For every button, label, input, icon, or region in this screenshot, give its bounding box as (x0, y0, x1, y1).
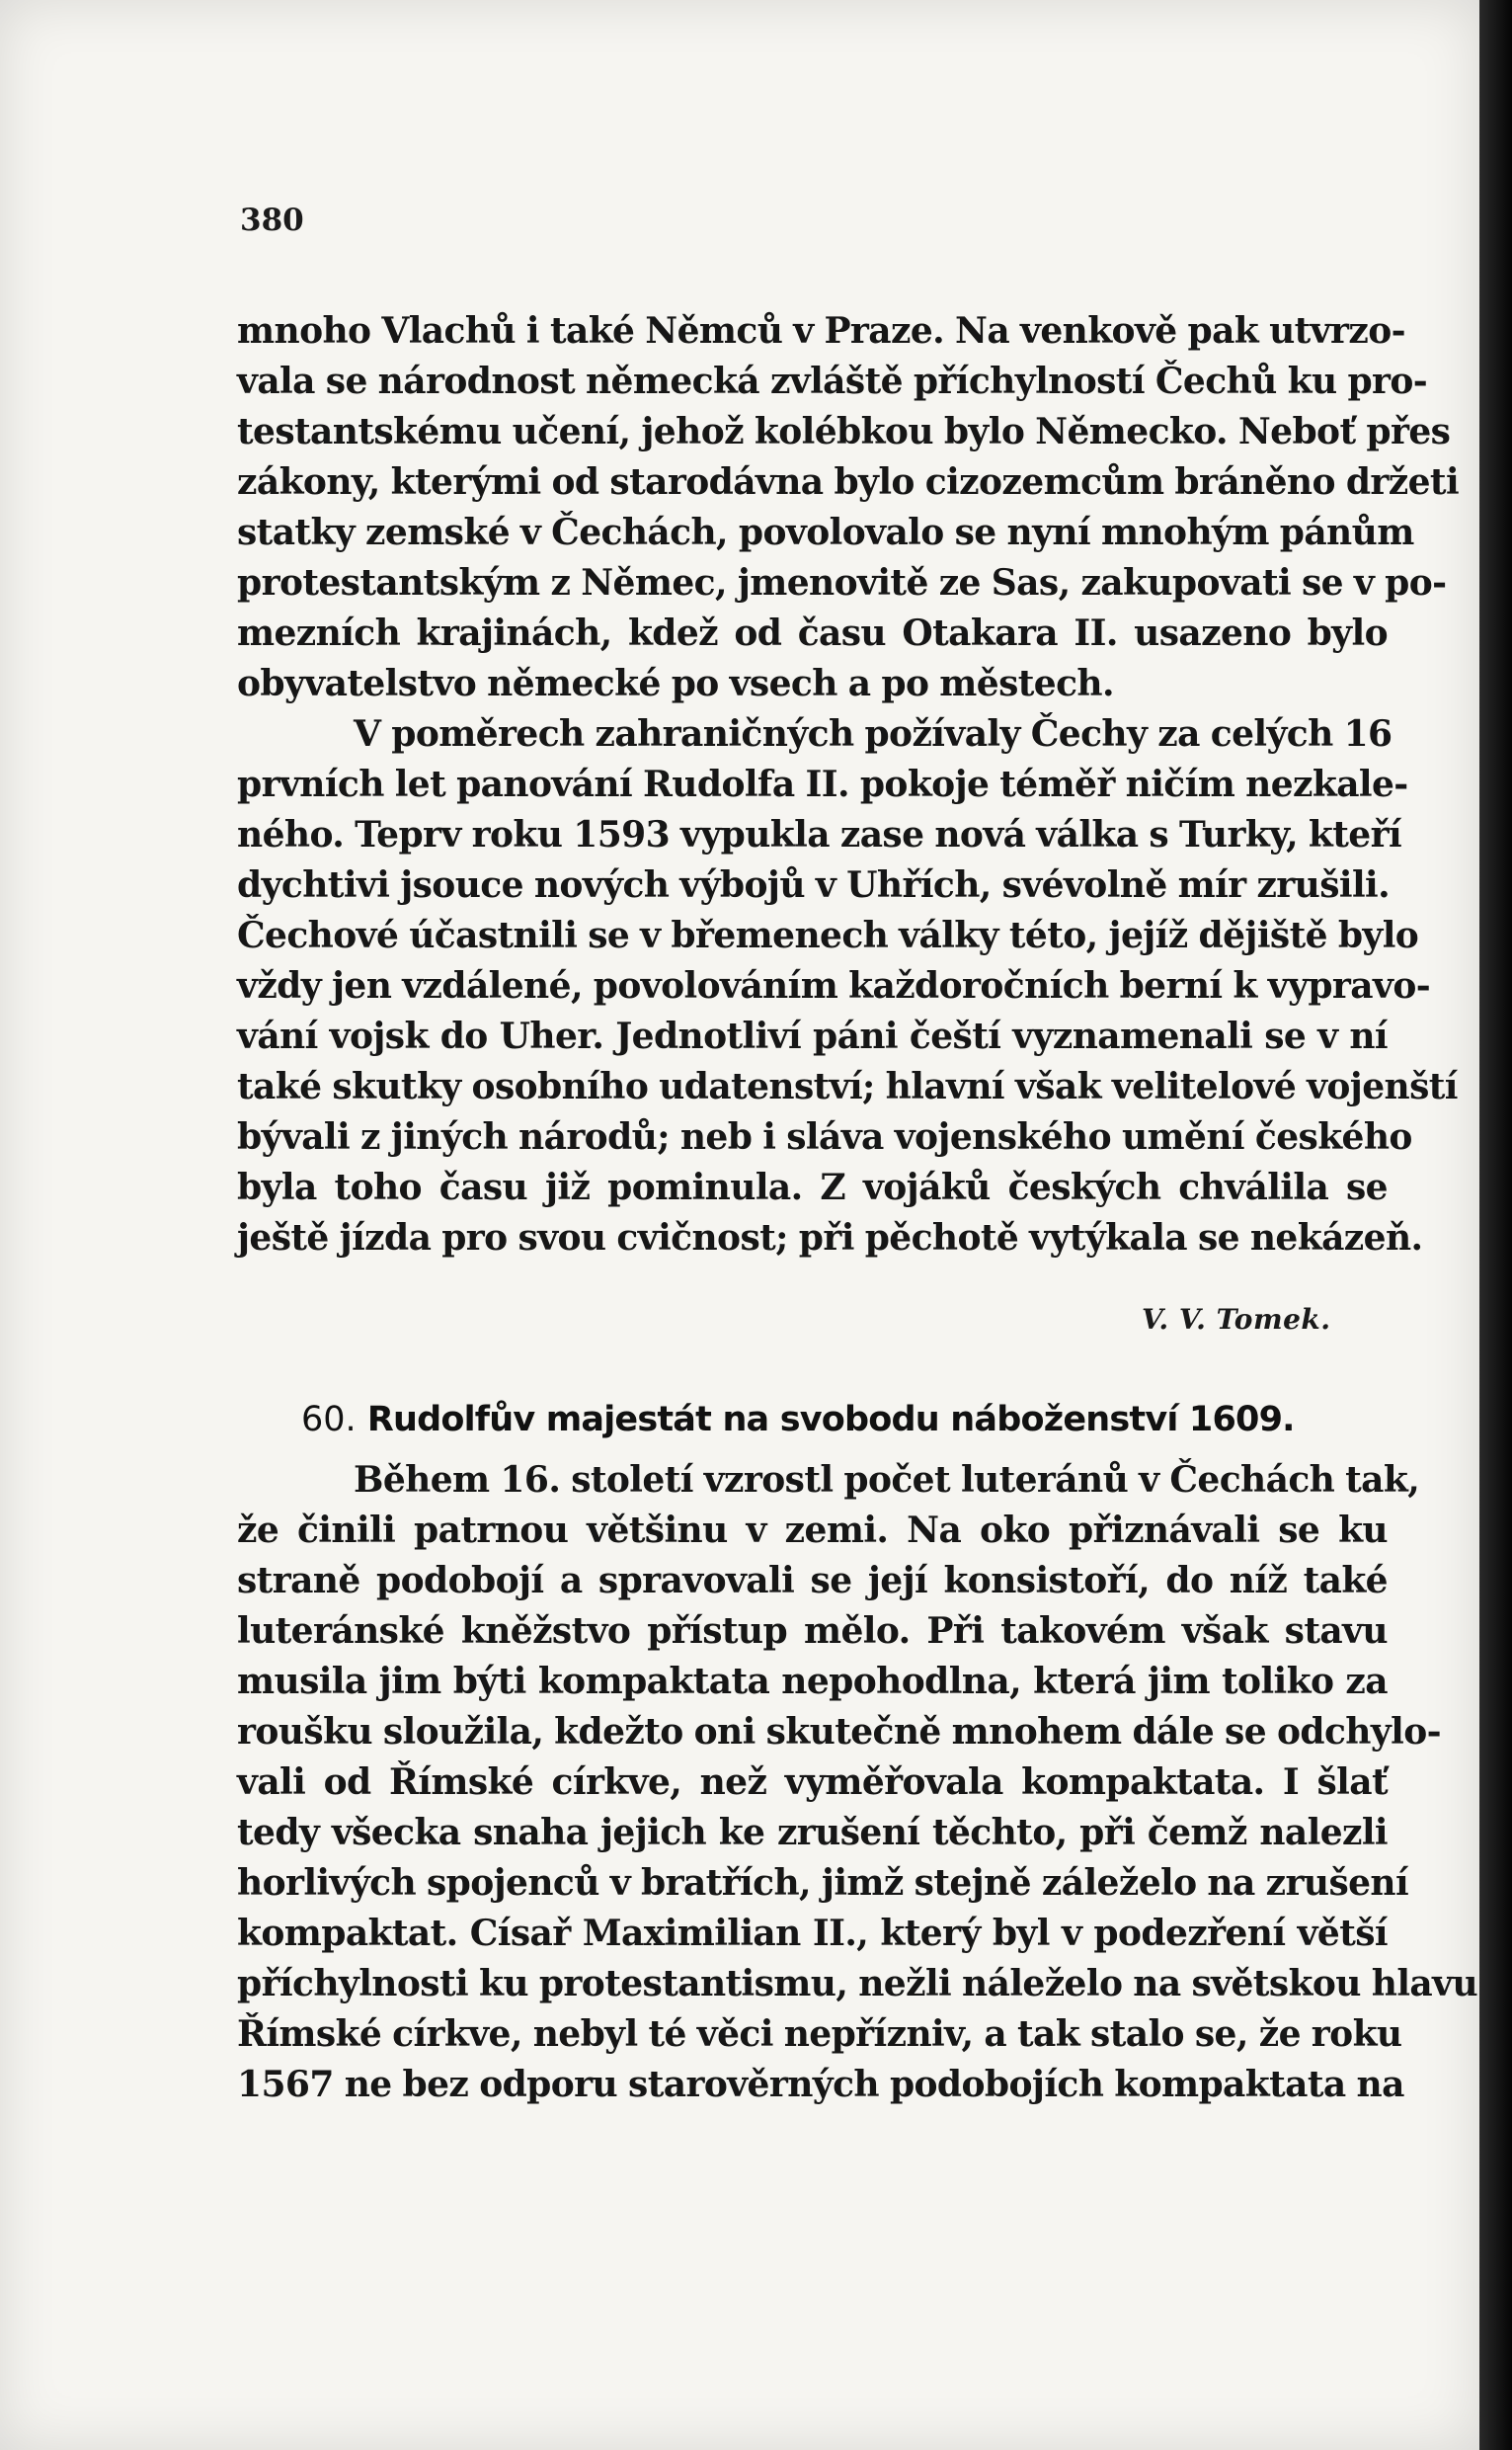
text-line: musila jim býti kompaktata nepohodlna, která jim toliko za (237, 1661, 1388, 1702)
section-title: Rudolfův majestát na svobodu náboženství 1609. (366, 1400, 1295, 1439)
text-line: zákony, kterými od starodávna bylo cizozemcům bráněno držeti (237, 461, 1460, 503)
scan-edge (1479, 0, 1512, 2450)
text-line: 1567 ne bez odporu starověrných podobojích kompaktata na (237, 2064, 1404, 2105)
text-line: V poměrech zahraničných požívaly Čechy za celých 16 (354, 713, 1393, 755)
text-line: kompaktat. Císař Maximilian II., který byl v podezření větší (237, 1913, 1388, 1954)
section-2-text (237, 1455, 1478, 2110)
section-number: 60. (301, 1400, 357, 1439)
text-line: obyvatelstvo německé po vsech a po městech. (237, 663, 1114, 704)
text-line: ného. Teprv roku 1593 vypukla zase nová válka s Turky, kteří (237, 814, 1402, 856)
text-line: že činili patrnou většinu v zemi. Na oko přiznávali se ku (237, 1510, 1388, 1551)
author-signature: V. V. Tomek. (1142, 1303, 1331, 1336)
text-line: bývali z jiných národů; neb i sláva vojenského umění českého (237, 1116, 1412, 1158)
section-heading (301, 1400, 1388, 1439)
text-line: statky zemské v Čechách, povolovalo se nyní mnohým pánům (237, 512, 1414, 553)
text-line: testantskému učení, jehož kolébkou bylo Německo. Neboť přes (237, 411, 1451, 452)
text-line: vali od Římské církve, než vyměřovala kompaktata. I šlať (237, 1761, 1388, 1803)
text-line: tedy všecka snaha jejich ke zrušení těchto, při čemž nalezli (237, 1812, 1388, 1853)
text-line: vání vojsk do Uher. Jednotliví páni čeští vyznamenali se v ní (237, 1016, 1388, 1057)
text-line: Římské církve, nebyl té věci nepřízniv, a tak stalo se, že roku (237, 2013, 1402, 2055)
text-line: roušku sloužila, kdežto oni skutečně mnohem dále se odchylo- (237, 1711, 1441, 1753)
text-line: Během 16. století vzrostl počet luteránů v Čechách tak, (354, 1459, 1420, 1501)
text-line: horlivých spojenců v bratřích, jimž stejně záleželo na zrušení (237, 1862, 1409, 1904)
text-line: byla toho času již pominula. Z vojáků českých chválila se (237, 1167, 1388, 1208)
text-line: prvních let panování Rudolfa II. pokoje téměř ničím nezkale- (237, 764, 1408, 805)
text-line: vala se národnost německá zvláště příchylností Čechů ku pro- (237, 361, 1428, 402)
text-line: luteránské kněžstvo přístup mělo. Při takovém však stavu (237, 1610, 1388, 1652)
text-line: příchylnosti ku protestantismu, nežli náleželo na světskou hlavu (237, 1963, 1478, 2004)
page-number: 380 (240, 203, 304, 238)
text-line: Čechové účastnili se v břemenech války této, jejíž dějiště bylo (237, 915, 1419, 956)
text-line: také skutky osobního udatenství; hlavní však velitelové vojenští (237, 1066, 1458, 1107)
text-line: mezních krajinách, kdež od času Otakara II. usazeno bylo (237, 612, 1388, 654)
text-line: vždy jen vzdálené, povolováním každoročních berní k vypravo- (237, 965, 1431, 1007)
text-line: mnoho Vlachů i také Němců v Praze. Na venkově pak utvrzo- (237, 310, 1405, 352)
text-line: dychtivi jsouce nových výbojů v Uhřích, svévolně mír zrušili. (237, 864, 1391, 906)
text-line: straně podobojí a spravovali se její konsistoří, do níž také (237, 1560, 1388, 1601)
section-1-text (237, 306, 1460, 1264)
text-line: ještě jízda pro svou cvičnost; při pěchotě vytýkala se nekázeň. (237, 1217, 1423, 1259)
text-line: protestantským z Němec, jmenovitě ze Sas, zakupovati se v po- (237, 562, 1447, 604)
